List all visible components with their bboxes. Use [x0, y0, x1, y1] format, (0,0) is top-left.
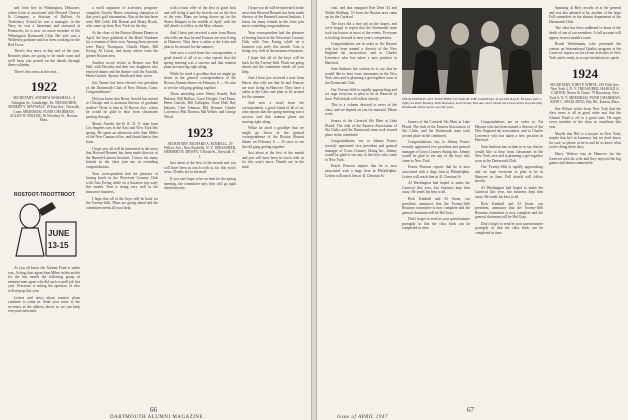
right-page-column-4 [549, 6, 621, 406]
body-paragraph: Our Twenty-fifth is rapidly approaching and we urge everyone to plan to be in Hanover in June. Full details will follow shortly. [475, 165, 543, 184]
body-paragraph: Did you know that Henry Arnold has moved to Chicago and is assistant director of graduate studies? Write to him at 33 Brown Ave., where he would be glad to hear from classmates passing through. [86, 96, 158, 120]
body-paragraph: I hope you all will be interested in the news that Howard Bennett has been made director of the Burnett-Lamont Institute. I know his many friends in the class join me in extending congratulations. [86, 146, 158, 169]
body-paragraph: Sparking of Bob records of at the general and was also pleased to be, another of the large Fall committee in the alumni department of the Dartmouth Club. [549, 6, 621, 24]
page-number: 66 [150, 406, 157, 414]
left-page-column-1 [8, 6, 80, 125]
body-paragraph: Another secret visitor to Boston was Hal Hall, with Dorothy and their two daughters who enjoyed dinner and the theatre with the Arnolds, Herm Garlick, Spence Smith and their wives. [86, 60, 158, 79]
body-paragraph: Al Washington had hoped to make the Carnival this year, but business kept him away. He sends his best to all. [475, 185, 543, 199]
body-paragraph: Congratulations are in order to Art Haynes who has been named a director of the New England ski association, and to Charlie Lawrence who has taken a new position in Hartford. [325, 42, 397, 65]
body-paragraph: visit, and that equipped Ken Dent '24 and Waldo Skillings '23 from the Boston area came up for the Carnival. [325, 6, 397, 20]
right-page-column-2 [402, 120, 470, 400]
body-paragraph: Rick Kimball and Al Stone, our president, announce that the Twenty-fifth Reunion committee is now complete and the general chairman will be Hal Gray. [402, 196, 470, 215]
body-paragraph: Rick Kimball and Al Stone, our president, announce that the Twenty-fifth Reunion committee is now complete and the general chairman will be Hal Gray. [475, 201, 543, 220]
body-paragraph: Your correspondent had the pleasure of having lunch in the Worcester Country Club with Tom Ewing while on a business trip early this month. Tom is doing very well in the insurance business. [86, 171, 158, 194]
body-paragraph: Those attending were: Henry Arnold, Bob Babson, Bill Bollow, Carol Dwight, Carl Dunn, Herm Garlick, Bill Gallagher, Gene Hall, Ray Haynes, Chet Johnson, Bill Keenan, Charlie Lawrence, Phil Thomas, Hal Wilder, and George Wood. [164, 92, 236, 120]
reunion-cartoon [8, 186, 80, 262]
body-paragraph: Jim Tanner has been elected vice president of the Dartmouth Club of New Britain, Conn. Congratulations! [86, 80, 158, 95]
photo-caption [402, 97, 542, 109]
body-paragraph: honors of the Carnival Ski Meet at Lake Placid. The club of the Eastern Association of Ski Clubs, and the Dartmouth team took second place in the combined. [402, 120, 470, 138]
left-page-column-1-bottom [8, 266, 80, 316]
body-paragraph: Monte Arnold, the B. B. D. O. man from Los Angeles was in the East and New York this spring. He spent an afternoon with Sam Miller of the New Canaan office, and found him in fine form. [86, 121, 158, 145]
body-paragraph: I hope that all of the boys will be back for the Twenty-fifth. Plans are going ahead and the committee needs all your help. [86, 196, 158, 210]
body-paragraph: Just about at the first of the month and you will have been in touch with us for this year's news. Details are in the mail. [164, 161, 236, 175]
body-paragraph: honors of the Carnival Ski Meet at Lake Placid. The club of the Eastern Association of Ski Clubs, and the Dartmouth team took second place in the combined. [325, 119, 397, 137]
cartoon-date-label: 13-15 [48, 241, 69, 250]
body-paragraph: and John live in Wilmington, Delaware, where Irwin is associated with Howard Cleaver & Company, a division of DuPont. At Tewksbury School he was a manager; in the Navy he was a lieutenant and stationed at Pensacola; he is now an active member of the Wilmington Dartmouth Club. His wife was a Wellesley graduate and has been working for the Red Cross. [8, 6, 80, 47]
body-paragraph: Al Washington had hoped to make the Carnival this year, but business kept him away. He sends his best to all. [402, 181, 470, 195]
photo-caption-text: FOUR EXPERTS GET TOGETHER TO WATCH THE CARNIVAL SLALOM RACE. Pictured (left to right) are Dave Bradley, Dick Durrance, and Charley McLane, all of whom have been active in promoting Dartmouth winter sports over the years. [402, 97, 542, 110]
class-heading-1924: 1924 [572, 65, 598, 81]
body-paragraph: Congratulations are in order to Art Haynes who has been named a director of the New England ski association, and to Charlie Lawrence who has taken a new position in Hartford. [475, 120, 543, 143]
body-paragraph: Harry Walters was in Hanover for the Carnival with his wife and they enjoyed the big games and dances immensely. [549, 151, 621, 166]
body-paragraph: with a toast offer of the best of good luck and will bring it and the brooch out on the first of the year. Plans are being drawn up for the Skiers Banquet in the middle of April, with the full details to follow in the May column. [164, 6, 236, 29]
body-paragraph: Sam Sanborn has written in to say that he would like to hear from classmates in the New York area and is planning a get-together soon at the Dartmouth Club. [475, 144, 543, 163]
body-paragraph: And now a word from the correspondent, a good friend of all of us, who reports that the spring meeting was a success and that reunion plans are moving right along. [242, 101, 304, 124]
left-page-column-2 [86, 6, 158, 406]
body-paragraph: And I have just received a note from Harris who tells me that he and Frances are now living in Hanover. They have a cabin at the Lake and plan to be around for the summer. [164, 30, 236, 49]
body-paragraph: Jim Wilson writes from New York that the class news is all in good order and that the Alumni Fund is off to a good start. He urges every member of the class to contribute this year. [549, 106, 621, 129]
body-paragraph: a swell organizer of activities; program-complete Charley Hines, returning champion of this year's golf tournament. Also at the luncheon were Bill Cobb, Hal Bearne and Henry Brock, who came up from New York for the day. [86, 6, 158, 29]
right-page-column-1 [325, 6, 397, 406]
body-paragraph: The boys did a fine job on the slopes, and we're happy to report that the Dartmouth team took top honors in most of the events. Everyone is looking forward to next year's competition. [325, 21, 397, 40]
left-page [0, 0, 312, 420]
class-heading-1922: 1922 [31, 79, 57, 95]
page-footer: DARTMOUTH ALUMNI MAGAZINE [110, 415, 204, 420]
cartoon-june-label: JUNE [48, 229, 70, 238]
body-paragraph: Don't forget to send in your questionnaire promptly so that the class book can be completed in time. [402, 217, 470, 231]
body-paragraph: Ernest Pearson reports that he is now associated with a large firm in Philadelphia. Letters will reach him at 41 Chestnut St. [402, 165, 470, 179]
body-paragraph: There's less news at this end... [14, 69, 59, 74]
body-paragraph: And now a word from the correspondent, a good friend of all of us, who reports that the spring meeting was a success and that reunion plans are moving right along. [164, 51, 236, 70]
issue-footer: Issue of APRIL 1947 [337, 415, 388, 420]
body-paragraph: There's less news at this end of the year. Reunion plans are going to be made soon and we'll keep you posted on the details through these columns. [8, 49, 80, 68]
body-paragraph: Congratulations, too, to Johnny Foster, recently appointed vice president and general manager of Cross Country Skiing Inc. Johnny would be glad to see any of the boys who come to New York. [402, 140, 470, 163]
class-heading-1923: 1923 [187, 124, 213, 140]
body-paragraph: This is a column devoted to news of the class, and we depend on you for material. Please write. [325, 103, 397, 117]
body-paragraph: Ernest Pearson reports that he is now associated with a large firm in Philadelphia. Letters will reach him at 41 Chestnut St. [325, 164, 397, 178]
left-page-column-4 [242, 6, 304, 406]
body-paragraph: Don't forget to send in your questionnaire promptly so that the class book can be completed in time. [475, 221, 543, 236]
body-paragraph: At the close of the Boston Alumni Dinner in April, the boys gathered at the Hotel Vendome for a reunion of their own. Among those present were Harry Thompson, Charlie Hines, Bill Ewing, Al Lacon, and many others from the greater Boston area. [86, 30, 158, 58]
body-paragraph: I hope that all of the boys will be back for the Twenty-fifth. Plans are going ahead and the committee needs all your help. [242, 55, 304, 74]
body-paragraph: While he aired a goodbye that we might go down in the general correspondence of the Boston Alumni dinner on February 6 — It's nice to see the old gang getting together. [242, 126, 304, 149]
body-paragraph: While he aired a goodbye that we might go down in the general correspondence of the Boston Alumni dinner on February 6 — It's nice to see the old gang getting together. [164, 71, 236, 90]
ski-experts-photo [402, 8, 542, 94]
body-paragraph: The class has been saddened to learn of the death of one of our members. A full account will appear in next month's issue. [549, 26, 621, 40]
body-paragraph: If you can't hope to be on time for the spring meeting, the committee says they will go right ahead anyway. [164, 177, 236, 191]
class-officers: SECRETARY, ANDREW MARSHALL, 4 Arlington St., Cambridge, Pa. TREASURER, ROBERT V. MAYWALT, 19 East Ave., Norwalk, Conn. MEMORIAL FUND CHAIRMAN, ALLEN W. MILLER, 36 Newbury St., Boston, Mass. [8, 96, 80, 123]
body-paragraph: Our Twenty-fifth is rapidly approaching and we urge everyone to plan to be in Hanover in June. Full details will follow shortly. [325, 87, 397, 101]
body-paragraph: And I have just received a note from Harris who tells me that he and Frances are now living in Hanover. They have a cabin at the Lake and plan to be around for the summer. [242, 76, 304, 99]
left-page-column-3 [164, 6, 236, 406]
body-paragraph: I hope you all will be interested in the news that Howard Bennett has been made director of the Burnett-Lamont Institute. I know his many friends in the class join me in extending congratulations. [242, 6, 304, 29]
right-page-column-3 [475, 120, 543, 400]
cartoon-top-label: ROSTOOT-TROOTTROOT [14, 192, 76, 198]
class-officers: SECRETARY, RICHARD A. KIMBALL, 29 Willow Ave., New Rochelle, N. Y. TREASURER, HERBERT R. DEWEY, 5 Broad St., Norwalk, N. J. [164, 141, 236, 159]
body-paragraph: At you all know the Alumni Fund is under way. Acting class agent Sam Milne in this article for the last month the following group of eminent men agree who did such a swell job last year. Everyone is asking the question of who will step up this year. [8, 266, 80, 293]
right-page [316, 0, 628, 420]
body-paragraph: Congratulations, too, to Johnny Foster, recently appointed vice president and general manager of Cross Country Skiing Inc. Johnny would be glad to see any of the boys who come to New York. [325, 139, 397, 162]
body-paragraph: Maybe that Bill is a lawyer in New York; maybe that he's in business; but we don't know for sure, so please write in and let us know what you're doing these days. [549, 131, 621, 150]
body-paragraph: Letters and news about reunion plans continue to come in. Send your notes to the secretary at the address above so we can keep everyone informed. [8, 295, 80, 314]
page-number: 67 [467, 406, 474, 414]
body-paragraph: Your correspondent had the pleasure of having lunch in the Worcester Country Club with Tom Ewing while on a business trip early this month. Tom is doing very well in the insurance business. [242, 30, 304, 54]
body-paragraph: Brook Weidemann, who presented the contest an International Quality program at the Carnival, reports on his recent activities in New York and is ready to accept invitations to speak. [549, 42, 621, 60]
body-paragraph: Just about at the first of the month and you will have been in touch with us for this year's news. Details are in the mail. [242, 151, 304, 169]
class-officers: SECRETARY, JOHN P. WHITE, 190 Fifth Ave., New York 3, N. Y. TREASURER, HAROLD A. CARTER, Nimes & Chase, 79 Broadway, New York 6, N. Y. MEMORIAL FUND CHAIRMAN, JOHN C. SPAULDING, Bay Rd., Easton, Mass. [549, 82, 621, 105]
body-paragraph: Sam Sanborn has written in to say that he would like to hear from classmates in the New York area and is planning a get-together soon at the Dartmouth Club. [325, 67, 397, 85]
